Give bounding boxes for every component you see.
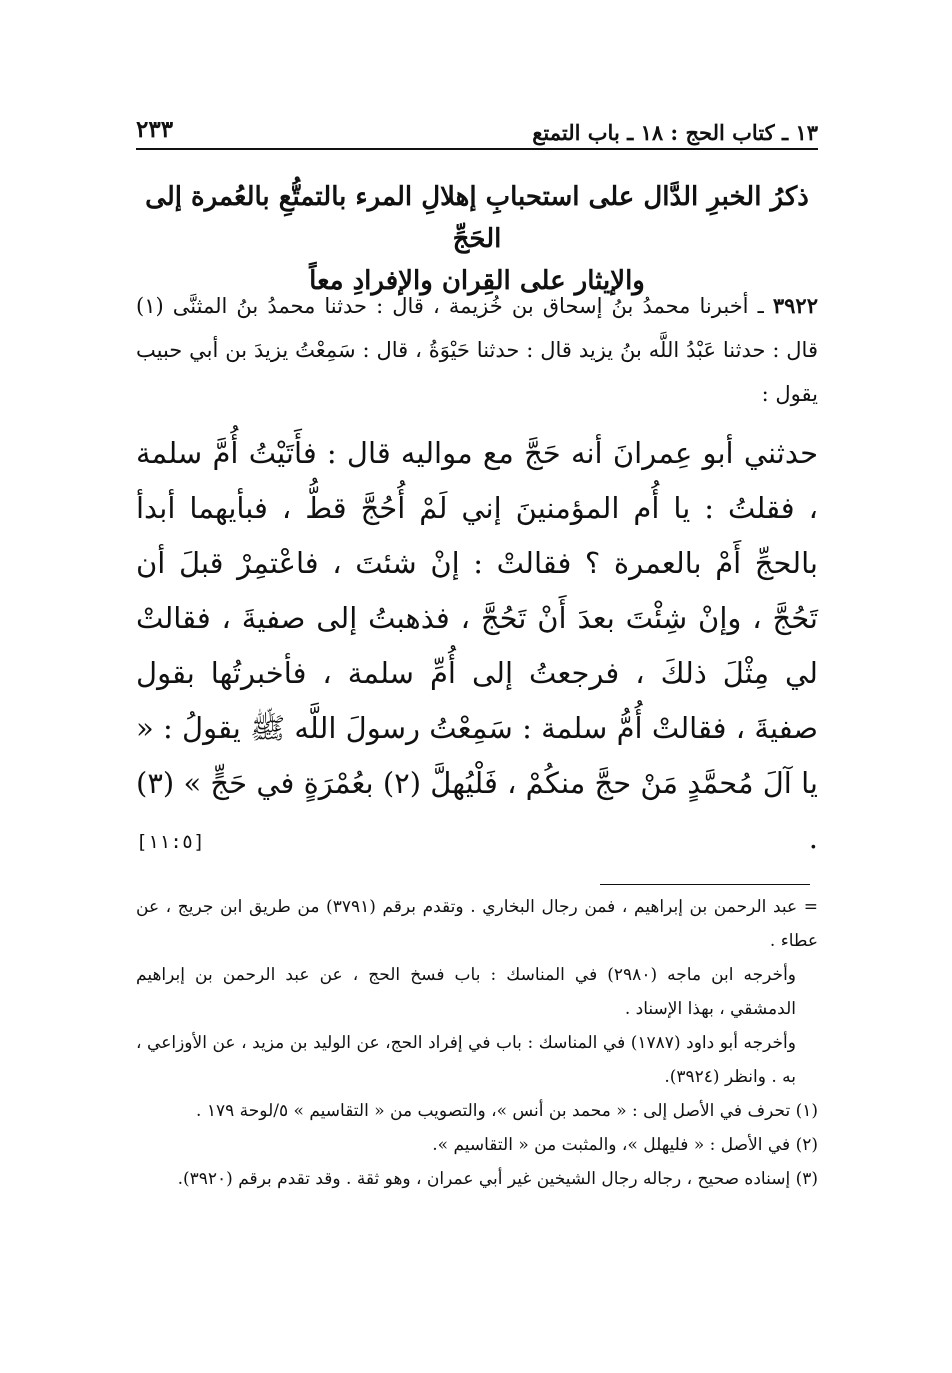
hadith-number: ٣٩٢٢: [772, 293, 818, 318]
running-title: ١٣ ـ كتاب الحج : ١٨ ـ باب التمتع: [532, 120, 818, 145]
page-header: [136, 112, 818, 150]
matn-text: حدثني أبو عِمرانَ أنه حَجَّ مع مواليه قال : فأَتَيْتُ أُمَّ سلمة ، فقلتُ : يا أُم المؤمنينَ إني لَمْ أُحُجَّ قطُّ ، فبأيهما أبدأ بالحجِّ أَمْ بالعمرة ؟ فقالتْ : إنْ شئتَ ، فاعْتمِرْ قبلَ أن تَحُجَّ ، وإنْ شِئْتَ بعدَ أَنْ تَحُجَّ ، فذهبتُ إلى صفيةَ ، فقالتْ لي مِثْلَ ذلكَ ، فرجعتُ إلى أُمِّ سلمة ، فأخبرتُها بقول صفيةَ ، فقالتْ أُمُّ سلمة : سَمِعْتُ رسولَ اللَّه ﷺ يقولُ : « يا آلَ مُحمَّدٍ مَنْ حجَّ منكُمْ ، فَلْيُهلَّ (٢) بعُمْرَةٍ في حَجٍّ » (٣) .: [136, 436, 818, 855]
page-number: ٢٣٣: [136, 116, 174, 143]
isnad-chain: [136, 284, 818, 416]
isnad-text: ـ أخبرنا محمدُ بنُ إسحاق بن خُزيمة ، قال : حدثنا محمدُ بنُ المثنَّى (١) قال : حدثنا عَبْدُ اللَّه بنُ يزيد قال : حدثنا حَيْوَةُ ، قال : سَمِعْتُ يزيدَ بن أبي حبيب يقول :: [136, 294, 818, 406]
source-reference: [١١:٥]: [136, 831, 205, 853]
chapter-heading-line-1: ذكرُ الخبرِ الدَّال على استحبابِ إهلالِ المرء بالتمتُّعِ بالعُمرة إلى الحَجِّ: [145, 182, 809, 254]
hadith-text: [136, 426, 818, 870]
chapter-heading-line-2: والإيثار على القِران والإفرادِ معاً: [309, 266, 645, 296]
footnote-3: (٣) إسناده صحيح ، رجاله رجال الشيخين غير أبي عمران ، وهو ثقة . وقد تقدم برقم (٣٩٢٠).: [177, 1169, 818, 1189]
footnote-continuation: = عبد الرحمن بن إبراهيم ، فمن رجال البخاري . وتقدم برقم (٣٧٩١) من طريق ابن جريج ، عن عطاء .: [136, 897, 819, 951]
footnote-divider: [600, 884, 810, 885]
footnote-abu-dawud: وأخرجه أبو داود (١٧٨٧) في المناسك : باب في إفراد الحج، عن الوليد بن مزيد ، عن الأوزاعي ، به . وانظر (٣٩٢٤).: [136, 1033, 796, 1087]
footnote-2: (٢) في الأصل : « فليهلل »، والمثبت من « التقاسيم ».: [432, 1135, 818, 1155]
footnote-ibn-majah: وأخرجه ابن ماجه (٢٩٨٠) في المناسك : باب فسخ الحج ، عن عبد الرحمن بن إبراهيم الدمشقي ، بهذا الإسناد .: [136, 965, 796, 1019]
footnotes: [136, 890, 818, 1196]
footnote-1: (١) تحرف في الأصل إلى : « محمد بن أنس »، والتصويب من « التقاسيم » ٥/لوحة ١٧٩ .: [196, 1101, 818, 1121]
